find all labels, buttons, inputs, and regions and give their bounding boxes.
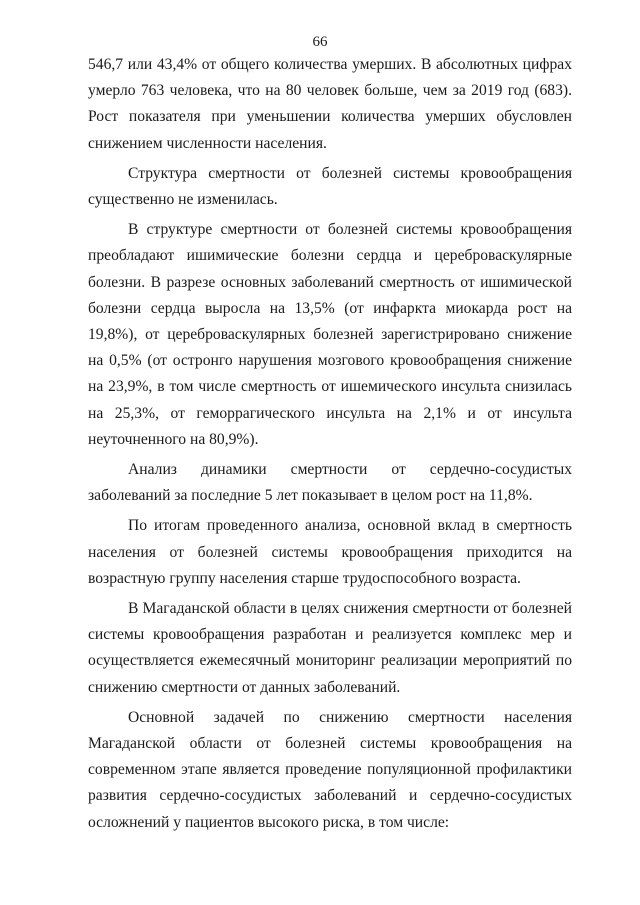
paragraph-structure-unchanged: Структура смертности от болезней системы кровообращения существенно не изменилась. [88, 164, 572, 209]
paragraph-mortality-figures: 546,7 или 43,4% от общего количества умерших. В абсолютных цифрах умерло 763 человека, что на 80 человек больше, чем за 2019 год (683). Рост показателя при уменьшении количества умерших обусловлен снижением численности населения. [88, 56, 572, 152]
page-number: 66 [312, 34, 328, 50]
paragraph-mortality-structure: В структуре смертности от болезней системы кровообращения преобладают ишимические болезни сердца и цереброваскулярные болезни. В разрезе основных заболеваний смертность от ишимической болезни сердца выросла на 13,5% (от инфаркта миокарда рост на 19,8%), от цереброваскулярных болезней зарегистрировано снижение на 0,5% (от остронго нарушения мозгового кровообращения снижение на 23,9%, в том числе смертность от ишемического инсульта снизилась на 25,3%, от геморрагического инсульта на 2,1% и от инсульта неуточненного на 80,9%). [88, 221, 572, 448]
paragraph-five-year-dynamics: Анализ динамики смертности от сердечно-сосудистых заболеваний за последние 5 лет показывает в целом рост на 11,8%. [88, 461, 572, 505]
document-body [88, 52, 572, 836]
paragraph-age-group-contribution: По итогам проведенного анализа, основной вклад в смертность населения от болезней системы кровообращения приходится на возрастную группу населения старше трудоспособного возраста. [88, 517, 572, 587]
paragraph-main-task: Основной задачей по снижению смертности населения Магаданской области от болезней системы кровообращения на современном этапе является проведение популяционной профилактики развития сердечно-сосудистых заболеваний и сердечно-сосудистых осложнений у пациентов высокого риска, в том числе: [88, 708, 572, 831]
paragraph-measures-monitoring: В Магаданской области в целях снижения смертности от болезней системы кровообращения разработан и реализуется комплекс мер и осуществляется ежемесячный мониторинг реализации мероприятий по снижению смертности от данных заболеваний. [88, 600, 572, 696]
